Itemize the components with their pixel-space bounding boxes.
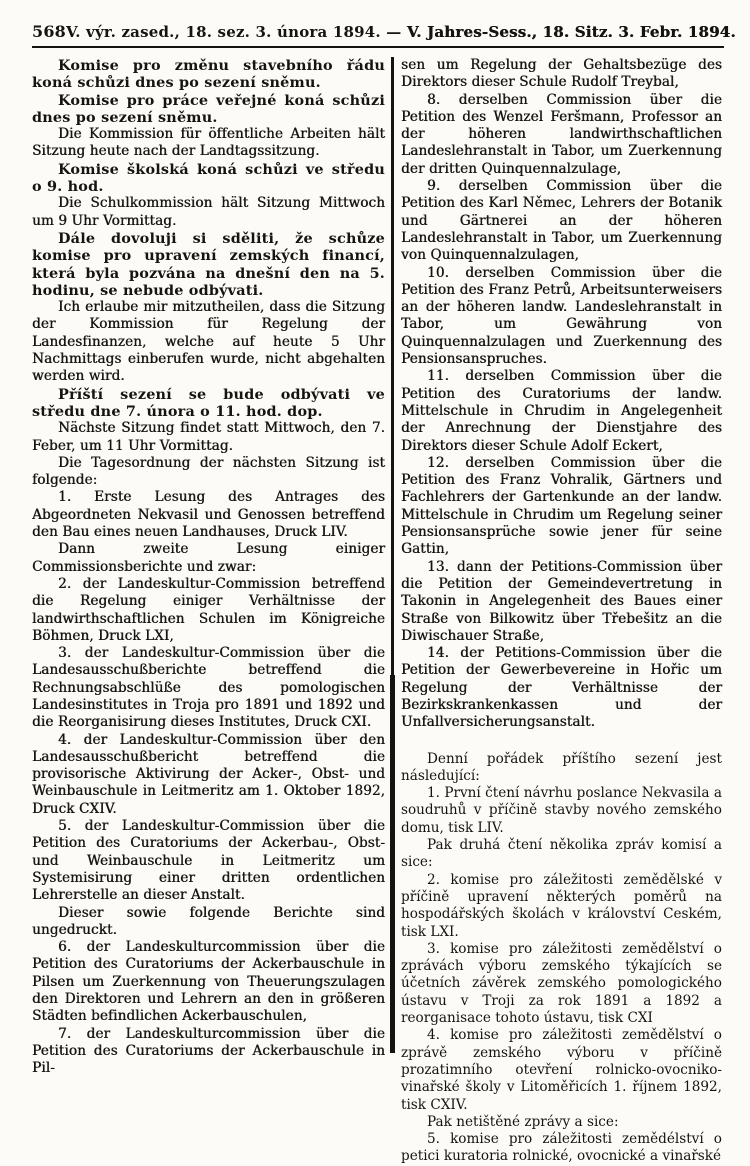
page-number: 568 — [32, 22, 66, 41]
paragraph: 13. dann der Petitions-Commission über die Petition der Gemeindevertretung in Takonin in Angelegenheit des Baues einer Straße von Bilkowitz über Třebešitz an die Diwischauer Straße, — [401, 558, 722, 644]
header-rule — [32, 46, 724, 48]
paragraph: 5. komise pro záležitosti zemědélství o petici kuratoria rolnické, ovocnické a vinařské — [401, 1131, 722, 1165]
paragraph: 10. derselben Commission über die Petition des Franz Petrů, Arbeitsunterweisers an der höheren landw. Landeslehranstalt in Tabor, um Gewährung von Quinquennalzulagen und Zuerkennung des Pensionsanspruches. — [401, 264, 722, 368]
paragraph: Die Schulkommission hält Sitzung Mittwoch um 9 Uhr Vormittag. — [32, 195, 385, 229]
header-german-session: V. Jahres-Sess., 18. Sitz. 3. Febr. 1894. — [406, 23, 736, 41]
paragraph: 1. První čtení návrhu poslance Nekvasila a soudruhů v příčině stavby nového zemského domu, tisk LIV. — [401, 785, 722, 836]
paragraph: Komise pro práce veřejné koná schůzi dnes po sezení sněmu. — [32, 91, 385, 126]
text-columns — [32, 57, 724, 1166]
paragraph: 1. Erste Lesung des Antrages des Abgeordneten Nekvasil und Genossen betreffend den Bau eines neuen Landhauses, Druck LIV. — [32, 489, 385, 541]
page-header — [32, 22, 736, 41]
paragraph: Komise školská koná schůzi ve středu o 9. hod. — [32, 160, 385, 196]
paragraph: 6. der Landeskulturcommission über die Petition des Curatoriums der Ackerbauschule in Pilsen um Zuerkennung von Theuerungszulagen den Direktoren und Lehrern an den in größeren Städten befindlichen Ackerbauschulen, — [32, 939, 385, 1025]
paragraph: Dále dovoluji si sděliti, že schůze komise pro upravení zemských financí, která byla pozvána na dnešní den na 5. hodinu, se nebude odbývati. — [32, 229, 385, 299]
header-czech-session: V. výr. zased., 18. sez. 3. února 1894. — — [66, 23, 402, 41]
paragraph: 7. der Landeskulturcommission über die Petition des Curatoriums der Ackerbauschule in Pil- — [32, 1025, 385, 1077]
paragraph: 8. derselben Commission über die Petition des Wenzel Feršmann, Professor an der höheren landwirthschaftlichen Landeslehranstalt in Tabor, um Zuerkennung der dritten Quinquennalzulage, — [401, 91, 722, 177]
paragraph: Ich erlaube mir mitzutheilen, dass die Sitzung der Kommission für Regelung der Landesfinanzen, welche auf heute 5 Uhr Nachmittags einberufen wurde, nicht abgehalten werden wird. — [32, 299, 385, 385]
paragraph: 4. der Landeskultur-Commission über den Landesausschußbericht betreffend die provisorische Aktivirung der Acker-, Obst- und Weinbauschule in Leitmeritz am 1. Oktober 1892, Druck CXIV. — [32, 731, 385, 817]
paragraph: Nächste Sitzung findet statt Mittwoch, den 7. Feber, um 11 Uhr Vormittag. — [32, 420, 385, 454]
paragraph: 2. komise pro záležitosti zemědělské v příčině upravení některých poměrů na hospodářských školách v království Ceském, tisk LXI. — [401, 871, 722, 940]
paragraph: 3. der Landeskultur-Commission über die Landesausschußberichte betreffend die Rechnungsabschlüße des pomologischen Landesinstitutes in Troja pro 1891 und 1892 und die Reorganisirung dieses Institutes, Druck CXI. — [32, 645, 385, 731]
paragraph: Denní pořádek příštího sezení jest následující: — [401, 750, 722, 784]
paragraph: 4. komise pro záležitosti zemědělství o zprávě zemského výboru v příčině prozatimního otevření rolnicko-ovocniko-vinařské školy v Litoměřicích 1. říjnem 1892, tisk CXIV. — [401, 1027, 722, 1113]
paragraph: 11. derselben Commission über die Petition des Curatoriums der landw. Mittelschule in Chrudim in Angelegenheit der Anrechnung der Dienstjahre des Direktors dieser Schule Adolf Eckert, — [401, 368, 722, 454]
paragraph: Die Kommission für öffentliche Arbeiten hält Sitzung heute nach der Landtagssitzung. — [32, 126, 385, 160]
paragraph: 9. derselben Commission über die Petition des Karl Němec, Lehrers der Botanik und Gärtnerei an der höheren Landeslehranstalt in Tabor, um Zuerkennung von Quinquennalzulagen, — [401, 178, 722, 264]
paragraph: 14. der Petitions-Commission über die Petition der Gewerbevereine in Hořic um Regelung der Verhältnisse der Bezirkskrankenkassen und der Unfallversicherungsanstalt. — [401, 645, 722, 731]
paragraph: Pak druhá čtení několika zpráv komisí a sice: — [401, 837, 722, 871]
paragraph: 12. derselben Commission über die Petition des Franz Vohralik, Gärtners und Fachlehrers der Gartenkunde an der landw. Mittelschule in Chrudim um Regelung seiner Pensionsansprüche sowie jener für seine Gattin, — [401, 454, 722, 558]
column-divider — [391, 57, 394, 1053]
right-column — [401, 57, 722, 1166]
left-column — [32, 57, 385, 1166]
paragraph: Dann zweite Lesung einiger Commissionsberichte und zwar: — [32, 541, 385, 575]
paragraph: Dieser sowie folgende Berichte sind ungedruckt. — [32, 904, 385, 938]
paragraph: Komise pro změnu stavebního řádu koná schůzi dnes po sezení sněmu. — [32, 57, 385, 92]
paragraph: Příští sezení se bude odbývati ve středu dne 7. února o 11. hod. dop. — [32, 385, 385, 420]
paragraph: 5. der Landeskultur-Commission über die Petition des Curatoriums der Ackerbau-, Obst- und Weinbauschule in Leitmeritz um Systemisirung einer dritten ordentlichen Lehrerstelle an dieser Anstalt. — [32, 818, 385, 904]
paragraph: 2. der Landeskultur-Commission betreffend die Regelung einiger Verhältnisse der landwirthschaftlichen Schulen im Königreiche Böhmen, Druck LXI, — [32, 575, 385, 644]
page-header-title — [66, 23, 736, 41]
paragraph: sen um Regelung der Gehaltsbezüge des Direktors dieser Schule Rudolf Treybal, — [401, 57, 722, 91]
paragraph: Pak netištěné zprávy a sice: — [427, 1113, 619, 1130]
paragraph: Die Tagesordnung der nächsten Sitzung ist folgende: — [32, 454, 385, 489]
paragraph: 3. komise pro záležitosti zemědělství o zprávách výboru zemského týkajících se účetních závěrek zemského pomologického ústavu v Troji za rok 1891 a 1892 a reorganisace tohoto ústavu, tisk CXI — [401, 940, 722, 1027]
